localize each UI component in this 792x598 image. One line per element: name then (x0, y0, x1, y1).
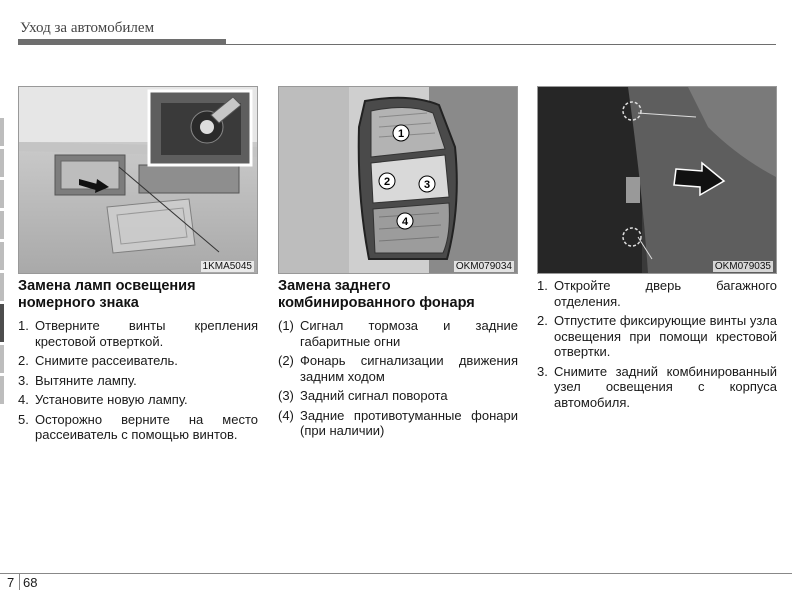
chapter-tab (0, 180, 4, 208)
list-item (278, 318, 518, 349)
step-number: 2. (18, 353, 29, 368)
figure-code: 1KMA5045 (202, 261, 252, 272)
list-item (18, 318, 258, 349)
chapter-number: 7 (7, 575, 15, 590)
section-tailgate (537, 278, 777, 414)
tailgate-illustration (538, 87, 776, 273)
page-number: 68 (23, 575, 38, 590)
item-number: (4) (278, 407, 294, 423)
chapter-tab-active (0, 304, 4, 342)
list-item (537, 313, 777, 360)
section-title-line: номерного знака (18, 295, 139, 311)
section-title-line: комбинированного фонаря (278, 295, 475, 311)
header-bar (18, 39, 226, 45)
list-item (537, 364, 777, 411)
item-text: Задний сигнал поворота (300, 388, 448, 403)
rear-lamp-callouts (279, 87, 517, 273)
step-number: 1. (537, 278, 548, 293)
page-header-title: Уход за автомобилем (20, 20, 155, 36)
figure-license-lamp (18, 86, 258, 274)
section-title-line: Замена заднего (278, 278, 391, 294)
component-list (278, 318, 518, 439)
license-lamp-illustration (19, 87, 257, 273)
item-number: (3) (278, 388, 294, 403)
step-list (18, 318, 258, 443)
chapter-tab (0, 149, 4, 177)
callout-label: 1 (397, 128, 405, 140)
section-title (18, 278, 258, 312)
figure-rear-lamp (278, 86, 518, 274)
step-number: 3. (537, 363, 548, 379)
step-text: Вытяните лампу. (35, 372, 137, 388)
section-title-line: Замена ламп освещения (18, 278, 196, 294)
chapter-tabs (0, 118, 4, 407)
item-number: (1) (278, 318, 294, 333)
list-item (18, 412, 258, 443)
footer-divider (19, 574, 20, 590)
list-item (278, 353, 518, 384)
chapter-tab (0, 345, 4, 373)
callout-label: 4 (401, 216, 409, 228)
section-title (278, 278, 518, 312)
item-text: Задние противотуманные фонари (при наличии) (300, 407, 518, 438)
step-number: 5. (18, 411, 29, 427)
figure-tailgate (537, 86, 777, 274)
chapter-tab (0, 242, 4, 270)
step-text: Отверните винты крепления крестовой отверткой. (35, 318, 258, 349)
item-number: (2) (278, 353, 294, 368)
section-license-lamp (18, 278, 258, 447)
callout-label: 2 (383, 176, 391, 188)
list-item (18, 373, 258, 389)
step-number: 2. (537, 313, 548, 328)
step-number: 3. (18, 372, 29, 388)
step-text: Отпустите фиксирующие винты узла освещения при помощи крестовой отвертки. (554, 313, 777, 359)
item-text: Сигнал тормоза и задние габаритные огни (300, 318, 518, 349)
step-list (537, 278, 777, 410)
step-text: Откройте дверь багажного отделения. (554, 278, 777, 309)
list-item (537, 278, 777, 309)
step-number: 4. (18, 392, 29, 407)
list-item (278, 388, 518, 404)
chapter-tab (0, 211, 4, 239)
section-rear-lamp (278, 278, 518, 443)
chapter-tab (0, 118, 4, 146)
chapter-tab (0, 273, 4, 301)
step-text: Осторожно верните на место рассеиватель с помощью винтов. (35, 411, 258, 442)
step-number: 1. (18, 318, 29, 333)
list-item (18, 353, 258, 369)
item-text: Фонарь сигнализации движения задним ходом (300, 353, 518, 384)
footer-rule (0, 573, 792, 574)
figure-code: OKM079034 (455, 261, 512, 272)
step-text: Снимите задний комбинированный узел освещения с корпуса автомобиля. (554, 363, 777, 410)
callout-label: 3 (423, 179, 431, 191)
list-item (18, 392, 258, 408)
list-item (278, 408, 518, 439)
step-text: Установите новую лампу. (35, 392, 188, 407)
step-text: Снимите рассеиватель. (35, 353, 178, 368)
chapter-tab (0, 376, 4, 404)
header-rule (226, 44, 776, 45)
figure-code: OKM079035 (714, 261, 771, 272)
